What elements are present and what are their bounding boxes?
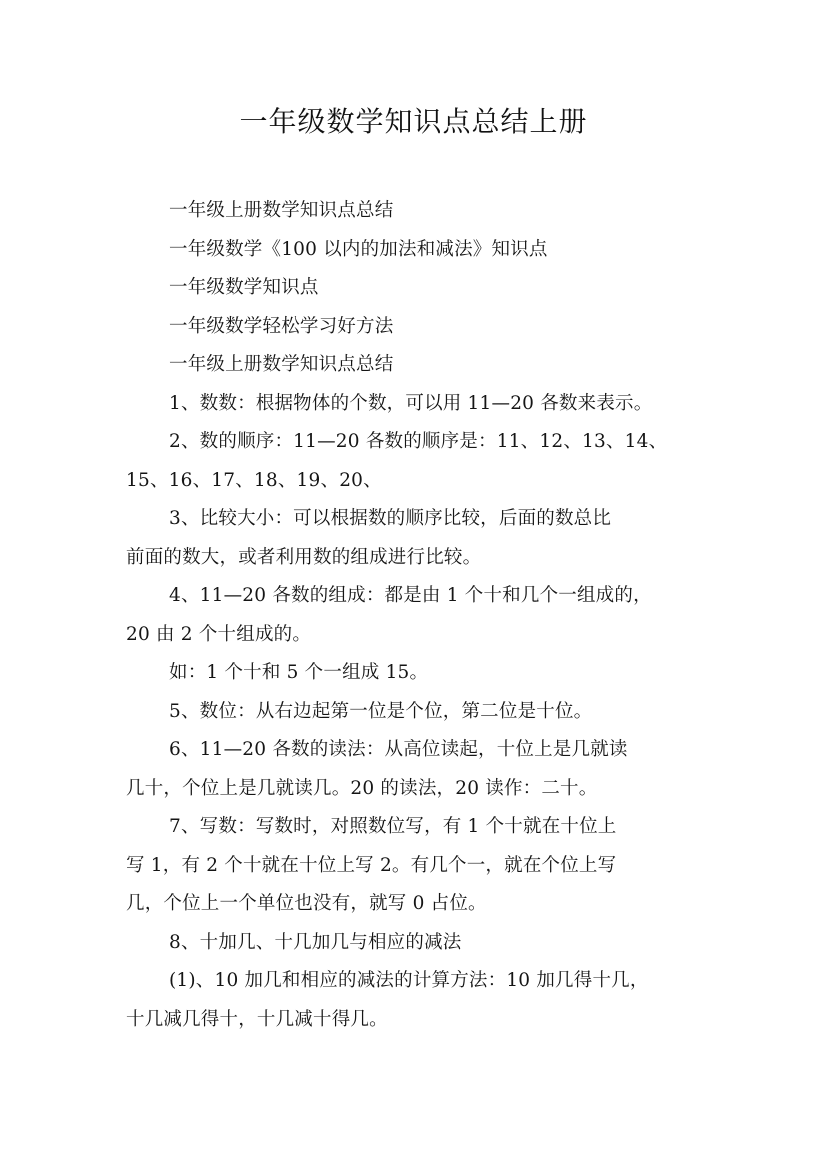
document-title: 一年级数学知识点总结上册 (239, 105, 588, 138)
paragraph-line: (1)、10 加几和相应的减法的计算方法：10 加几得十几， (169, 970, 649, 991)
paragraph-line: 20 由 2 个十组成的。 (126, 623, 312, 645)
paragraph-line: 一年级数学轻松学习好方法 (169, 315, 394, 337)
paragraph-line: 几十，个位上是几就读几。20 的读法，20 读作：二十。 (126, 777, 598, 799)
paragraph-line: 6、11—20 各数的读法：从高位读起，十位上是几就读 (169, 739, 628, 760)
paragraph-line: 如：1 个十和 5 个一组成 15。 (169, 662, 429, 683)
paragraph-line: 几，个位上一个单位也没有，就写 0 占位。 (126, 893, 487, 914)
paragraph-line: 十几减几得十，十几减十得几。 (126, 1008, 388, 1030)
paragraph-line: 2、数的顺序：11—20 各数的顺序是：11、12、13、14、 (169, 431, 668, 452)
paragraph-line: 7、写数：写数时，对照数位写，有 1 个十就在十位上 (169, 816, 617, 837)
paragraph-line: 15、16、17、18、19、20、 (126, 469, 382, 491)
paragraph-line: 4、11—20 各数的组成：都是由 1 个十和几个一组成的， (169, 585, 652, 606)
paragraph-line: 1、数数：根据物体的个数，可以用 11—20 各数来表示。 (169, 392, 653, 414)
paragraph-line: 写 1，有 2 个十就在十位上写 2。有几个一，就在个位上写 (126, 854, 617, 876)
paragraph-line: 一年级上册数学知识点总结 (169, 200, 394, 221)
paragraph-line: 3、比较大小：可以根据数的顺序比较，后面的数总比 (169, 508, 612, 529)
paragraph-line: 前面的数大，或者利用数的组成进行比较。 (126, 546, 482, 568)
paragraph-line: 一年级数学知识点 (169, 277, 319, 298)
paragraph-line: 一年级上册数学知识点总结 (169, 354, 394, 375)
paragraph-line: 一年级数学《100 以内的加法和减法》知识点 (169, 238, 548, 260)
paragraph-line: 8、十加几、十几加几与相应的减法 (169, 931, 462, 953)
paragraph-line: 5、数位：从右边起第一位是个位，第二位是十位。 (169, 700, 593, 722)
document-body (126, 192, 716, 1039)
